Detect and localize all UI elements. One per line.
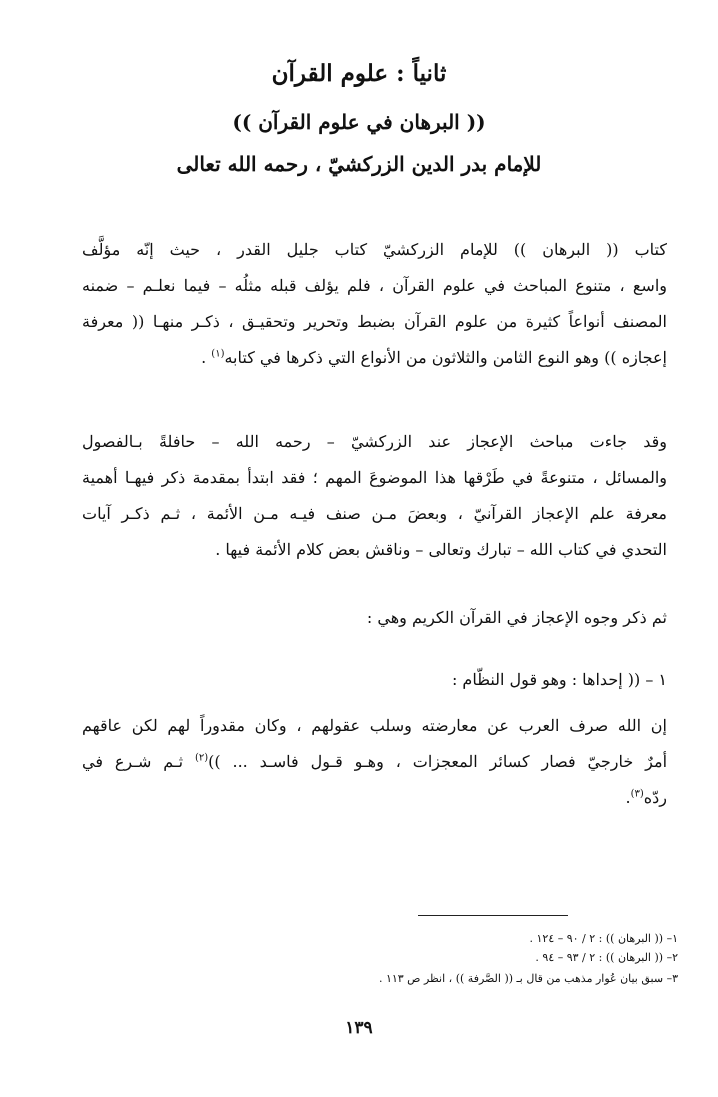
paragraph-line: والمسائل ، متنوعةً في طَرْقها هذا الموضوعَ المهم ؛ فقد ابتدأ بمقدمة ذكر فيهـا أهمية [82,468,667,487]
line-end: . [625,788,631,807]
paragraph-line [82,340,667,376]
footnote-2: ٢– (( البرهان )) : ٢ / ٩٣ – ٩٤ . [535,951,678,964]
line-text: ردّه [643,788,667,807]
page-number: ١٣٩ [345,1018,373,1038]
line-text: أمرٌ خارجيّ فصار كسائر المعجزات ، وهـو قـول فاسـد ... )) [208,752,667,771]
paragraph-line: التحدي في كتاب الله – تبارك وتعالى – وناقش بعض كلام الأئمة فيها . [215,540,667,559]
paragraph-line: كتاب (( البرهان )) للإمام الزركشيّ كتاب جليل القدر ، حيث إنّه مؤلَّف [82,240,667,259]
book-title: (( البرهان في علوم القرآن )) [232,110,486,134]
paragraph-line: وقد جاءت مباحث الإعجاز عند الزركشيّ – رحمه الله – حافلةً بـالفصول [82,432,667,451]
paragraph-line [82,744,667,780]
footnote-3: ٣– سبق بيان عُوار مذهب من قال بـ (( الصَّرفة )) ، انظر ص ١١٣ . [378,972,678,985]
author-line: للإمام بدر الدين الزركشيّ ، رحمه الله تعالى [176,152,542,176]
footnote-ref: (٣) [630,788,644,800]
paragraph-4 [82,662,667,698]
paragraph-line: واسع ، متنوع المباحث في علوم القرآن ، فلم يؤلف قبله مثلُه – فيما نعلـم – ضمنه [82,276,667,295]
paragraph-line: المصنف أنواعاً كثيرة من علوم القرآن بضبط وتحرير وتحقيـق ، ذكـر منهـا (( معرفة [82,312,667,331]
footnote-ref: (١) [211,348,225,360]
paragraph-line: ثم ذكر وجوه الإعجاز في القرآن الكريم وهي : [366,608,667,627]
paragraph-2 [82,424,667,568]
paragraph-1 [82,232,667,376]
paragraph-5 [82,708,667,816]
line-text: ثـم شـرع في [82,752,195,771]
paragraph-3 [82,600,667,636]
line-text: إعجازه )) وهو النوع الثامن والثلاثون من الأنواع التي ذكرها في كتابه [224,348,667,367]
paragraph-line: إن الله صرف العرب عن معارضته وسلب عقولهم ، وكان مقدوراً لهم لكن عاقهم [82,716,667,735]
paragraph-line: معرفة علم الإعجاز القرآنيّ ، وبعضَ مـن صنف فيـه مـن الأئمة ، ثـم ذكـر آيات [82,504,667,523]
section-title: ثانياً : علوم القرآن [271,60,447,87]
footnote-1: ١– (( البرهان )) : ٢ / ٩٠ – ١٢٤ . [529,932,678,945]
paragraph-line [82,780,667,816]
paragraph-line: ١ – (( إحداها : وهو قول النظّام : [451,670,667,689]
footnote-ref: (٢) [194,752,209,764]
footnote-divider [418,915,568,916]
line-end: . [201,348,212,367]
